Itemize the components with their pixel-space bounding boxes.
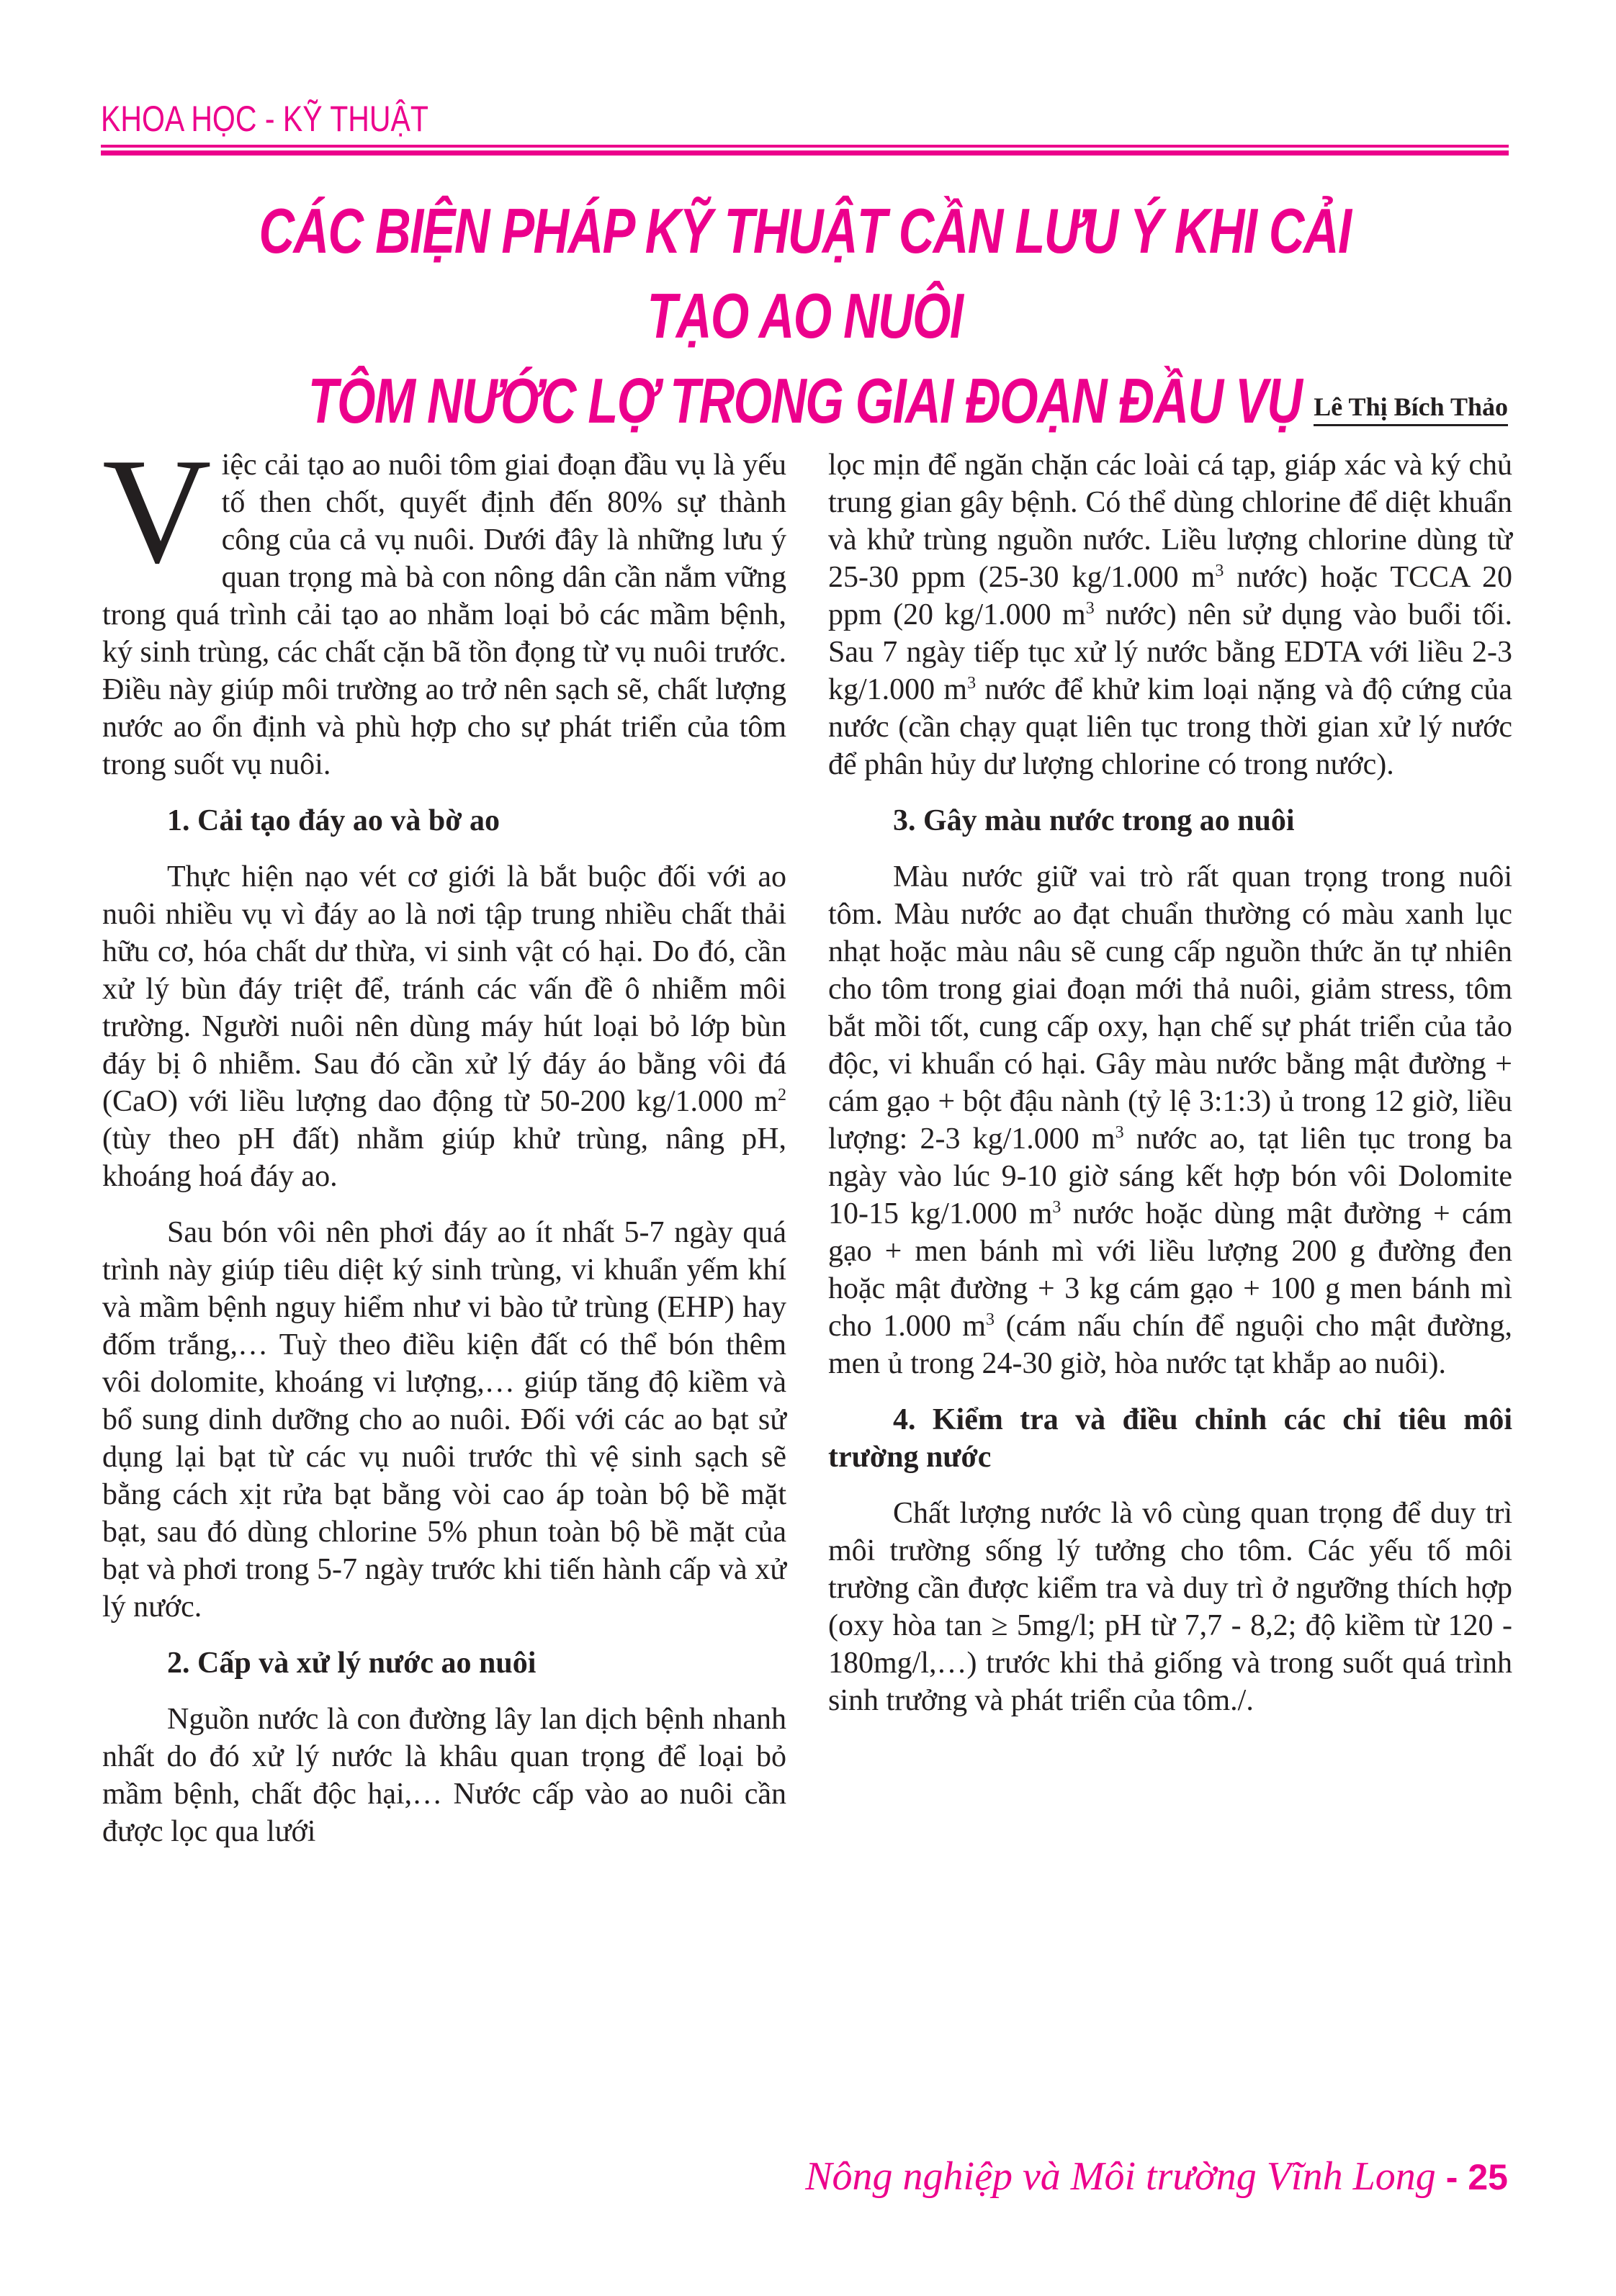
text-run: Thực hiện nạo vét cơ giới là bắt buộc đối với ao nuôi nhiều vụ vì đáy ao là nơi tập trung nhiều chất thải hữu cơ, hóa chất dư thừa, vi sinh vật có hại. Do đó, cần xử lý bùn đáy triệt để, tránh các vấn đề ô nhiễm môi trường. Người nuôi nên dùng máy hút loại bỏ lớp bùn đáy bị ô nhiễm. Sau đó cần xử lý đáy áo bằng vôi đá (CaO) với liều lượng dao động từ 50-200 kg/1.000 m xyxy=(102,860,786,1118)
intro-paragraph xyxy=(102,428,786,783)
superscript: 3 xyxy=(986,1310,995,1329)
footer-separator: - xyxy=(1445,2157,1458,2197)
superscript: 3 xyxy=(1115,1123,1124,1142)
intro-text: iệc cải tạo ao nuôi tôm giai đoạn đầu vụ là yếu tố then chốt, quyết định đến 80% sự thành công của cả vụ nuôi. Dưới đây là những lưu ý quan trọng mà bà con nông dân cần nắm vững trong quá trình cải tạo ao nhằm loại bỏ các mầm bệnh, ký sinh trùng, các chất cặn bã tồn đọng từ vụ nuôi trước. Điều này giúp môi trường ao trở nên sạch sẽ, chất lượng nước ao ổn định và phù hợp cho sự phát triển của tôm trong suốt vụ nuôi. xyxy=(102,449,786,781)
page-number: 25 xyxy=(1468,2157,1508,2197)
superscript: 3 xyxy=(967,674,977,693)
section-3-paragraph-1 xyxy=(828,858,1512,1382)
section-4-paragraph-1: Chất lượng nước là vô cùng quan trọng để duy trì môi trường sống lý tưởng cho tôm. Các yếu tố môi trường cần được kiểm tra và duy trì ở ngưỡng thích hợp (oxy hòa tan ≥ 5mg/l; pH từ 7,7 - 8,2; độ kiềm từ 120 - 180mg/l,…) trước khi thả giống và trong suốt quá trình sinh trưởng và phát triển của tôm./. xyxy=(828,1497,1512,1717)
section-2-paragraph-1-continued xyxy=(828,446,1512,783)
section-heading-1: 1. Cải tạo đáy ao và bờ ao xyxy=(167,804,500,837)
section-heading-3: 3. Gây màu nước trong ao nuôi xyxy=(893,804,1295,837)
text-run: lọc mịn để ngăn chặn các loài cá tạp, giáp xác và ký chủ trung gian gây bệnh. Có thể dùng chlorine để diệt khuẩn và khử trùng nguồn nước. Liều lượng chlorine dùng từ 25-30 ppm (25-30 kg/1.000 m xyxy=(828,449,1512,594)
superscript: 2 xyxy=(778,1086,786,1104)
text-run: nước) hoặc TCCA 20 ppm (20 kg/1.000 m xyxy=(828,561,1513,631)
text-run: nước) nên sử dụng vào buổi tối. Sau 7 ngày tiếp tục xử lý nước bằng EDTA với liều 2-3 kg/1.000 m xyxy=(828,598,1513,706)
section-2-paragraph-1: Nguồn nước là con đường lây lan dịch bệnh nhanh nhất do đó xử lý nước là khâu quan trọng để loại bỏ mầm bệnh, chất độc hại,… Nước cấp vào ao nuôi cần được lọc qua lưới xyxy=(102,1703,786,1848)
text-run: (cám nấu chín để nguội cho mật đường, men ủ trong 24-30 giờ, hòa nước tạt khắp ao nuôi). xyxy=(828,1310,1513,1380)
text-run: nước ao, tạt liên tục trong ba ngày vào lúc 9-10 giờ sáng kết hợp bón vôi Dolomite 10-15 kg/1.000 m xyxy=(828,1122,1513,1230)
publication-name: Nông nghiệp và Môi trường Vĩnh Long xyxy=(805,2154,1436,2199)
header-rule-thick xyxy=(101,150,1509,156)
page-footer xyxy=(805,2156,1508,2197)
section-1-paragraph-1 xyxy=(102,858,786,1195)
drop-cap: V xyxy=(102,428,212,595)
superscript: 3 xyxy=(1215,562,1224,580)
article-title-line-1: CÁC BIỆN PHÁP KỸ THUẬT CẦN LƯU Ý KHI CẢI TẠO AO NUÔI xyxy=(259,195,1351,351)
superscript: 3 xyxy=(1085,599,1095,618)
article-title xyxy=(101,189,1509,444)
section-label: KHOA HỌC - KỸ THUẬT xyxy=(101,99,428,139)
section-heading-2: 2. Cấp và xử lý nước ao nuôi xyxy=(167,1647,537,1680)
text-run: nước để khử kim loại nặng và độ cứng của nước (cần chạy quạt liên tục trong thời gian xử lý nước để phân hủy dư lượng chlorine có trong nước). xyxy=(828,673,1513,781)
column-left xyxy=(102,428,786,1850)
superscript: 3 xyxy=(1052,1198,1061,1217)
text-run: Màu nước giữ vai trò rất quan trọng trong nuôi tôm. Màu nước ao đạt chuẩn thường có màu xanh lục nhạt hoặc màu nâu sẽ cung cấp nguồn thức ăn tự nhiên cho tôm trong giai đoạn mới thả nuôi, giảm stress, tôm bắt mồi tốt, cung cấp oxy, hạn chế sự phát triển của tảo độc, vi khuẩn có hại. Gây màu nước bằng mật đường + cám gạo + bột đậu nành (tỷ lệ 3:1:3) ủ trong 12 giờ, liều lượng: 2-3 kg/1.000 m xyxy=(828,860,1512,1156)
column-right xyxy=(828,446,1512,1738)
section-heading-4: 4. Kiểm tra và điều chỉnh các chỉ tiêu môi trường nước xyxy=(828,1403,1512,1474)
text-run: nước hoặc dùng mật đường + cám gạo + men bánh mì với liều lượng 200 g đường đen hoặc mật đường + 3 kg cám gạo + 100 g men bánh mì cho 1.000 m xyxy=(828,1197,1512,1343)
text-run: (tùy theo pH đất) nhằm giúp khử trùng, nâng pH, khoáng hoá đáy ao. xyxy=(102,1122,786,1193)
section-1-paragraph-2: Sau bón vôi nên phơi đáy ao ít nhất 5-7 ngày quá trình này giúp tiêu diệt ký sinh trùng, vi khuẩn yếm khí và mầm bệnh nguy hiểm như vi bào tử trùng (EHP) hay đốm trắng,… Tuỳ theo điều kiện đất có thể bón thêm vôi dolomite, khoáng vi lượng,… giúp tăng độ kiềm và bổ sung dinh dưỡng cho ao nuôi. Đối với các ao bạt sử dụng lại bạt từ các vụ nuôi trước thì vệ sinh sạch sẽ bằng cách xịt rửa bạt bằng vòi cao áp toàn bộ bề mặt bạt, sau đó dùng chlorine 5% phun toàn bộ bề mặt của bạt và phơi trong 5-7 ngày trước khi tiến hành cấp và xử lý nước. xyxy=(102,1216,786,1624)
author-byline: Lê Thị Bích Thảo xyxy=(1314,393,1508,426)
header-rule-thin xyxy=(101,145,1509,148)
article-title-line-2: TÔM NƯỚC LỢ TRONG GIAI ĐOẠN ĐẦU VỤ xyxy=(308,365,1302,436)
